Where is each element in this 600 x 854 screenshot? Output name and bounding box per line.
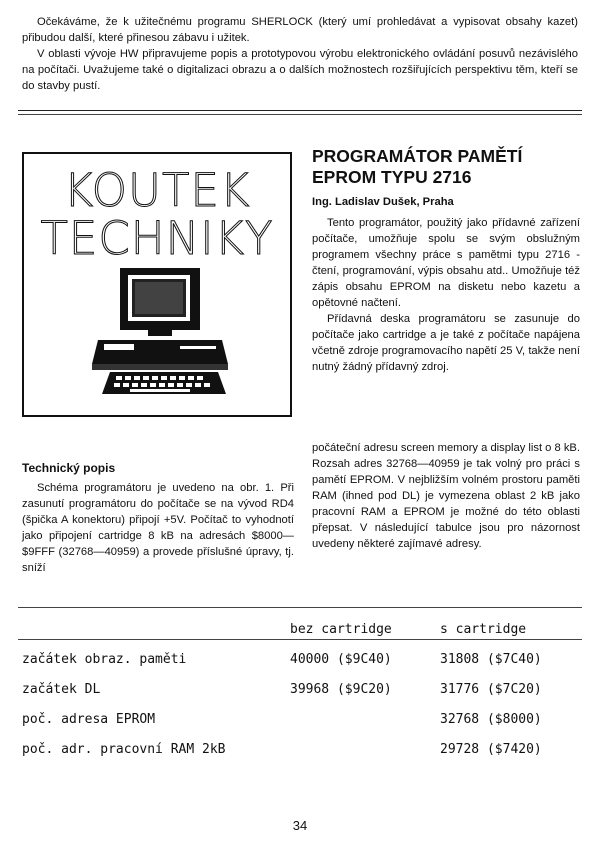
intro-paragraph-2: V oblasti vývoje HW připravujeme popis a prototypovou výrobu elektronického ovládání posuvů nezávislého na počítači. Uvažujeme také o digitalizaci obrazu a o dalších možnostech rozšiřujících perspektivu těm, kteří se do stavby pustí. [22,48,578,92]
row-label: začátek obraz. paměti [22,652,187,667]
intro-section [22,14,578,94]
value-without-cartridge: 40000 ($9C40) [290,652,392,667]
column-header-without-cartridge: bez cartridge [290,622,392,637]
value-without-cartridge: 39968 ($9C20) [290,682,392,697]
logo-line-2: TECHNIKY [40,212,274,265]
article-title [312,146,582,188]
section-heading: Technický popis [22,461,116,475]
technical-column-right [312,440,580,552]
table-row [22,712,582,730]
table-top-rule [18,607,582,608]
value-with-cartridge: 31808 ($7C40) [440,652,542,667]
value-with-cartridge: 31776 ($7C20) [440,682,542,697]
value-with-cartridge: 32768 ($8000) [440,712,542,727]
table-row [22,742,582,760]
article-paragraph-1: Tento programátor, použitý jako přídavné zařízení počítače, umožňuje spolu se svým obslužným programem všechny práce s pamětmi typu 2716 - čtení, programování, výpis obsahu atd.. Umožňuje též zápis obsahu EPROM na disketu nebo kazetu a opětovné načtení. [312,217,580,309]
article-paragraph-2: Přídavná deska programátoru se zasunuje do počítače jako cartridge a je také z počítače napájena včetně zdroje programovacího napětí 25 V, takže není nutný žádný přídavný zdroj. [312,313,580,373]
divider [18,114,582,115]
column-header-with-cartridge: s cartridge [440,622,527,637]
table-row [22,682,582,700]
article-title-line-2: EPROM TYPU 2716 [312,167,472,187]
row-label: začátek DL [22,682,101,697]
article-author: Ing. Ladislav Dušek, Praha [312,196,454,208]
table-header-rule [18,639,582,640]
computer-illustration [90,266,230,406]
technical-paragraph-2: počáteční adresu screen memory a display list o 8 kB. Rozsah adres 32768—40959 je tak volný pro práci s pamětí EPROM. V nejbližším volném prostoru paměti RAM (ihned pod DL) je vymezena oblast 2 kB jako pracovní RAM a EPROM je možné do této oblasti přepsat. V následující tabulce jsou pro názornost uvedeny některé zajímavé adresy. [312,442,581,550]
divider [18,110,582,111]
page-number: 34 [292,818,308,833]
intro-paragraph-1: Očekáváme, že k užitečnému programu SHERLOCK (který umí prohledávat a vypisovat obsahy kazet) přibudou další, které přinesou zábavu i užitek. [22,16,578,44]
article-title-line-1: PROGRAMÁTOR PAMĚTÍ [312,146,523,166]
row-label: poč. adresa EPROM [22,712,156,727]
technical-paragraph-1: Schéma programátoru je uvedeno na obr. 1. Při zasunutí programátoru do počítače se na vývod RD4 (špička A konektoru) připojí +5V. Počítač to vyhodnotí jako připojení cartridge 8 kB na adresách $8000—$9FFF (32768—40959) a provede příslušné úpravy, tj. sníží [22,482,294,574]
logo-line-1: KOUTEK [63,164,251,217]
row-label: poč. adr. pracovní RAM 2kB [22,742,226,757]
technical-column-left [22,480,294,576]
article-body [312,215,580,375]
value-with-cartridge: 29728 ($7420) [440,742,542,757]
koutek-techniky-logo [22,152,292,417]
table-row [22,652,582,670]
